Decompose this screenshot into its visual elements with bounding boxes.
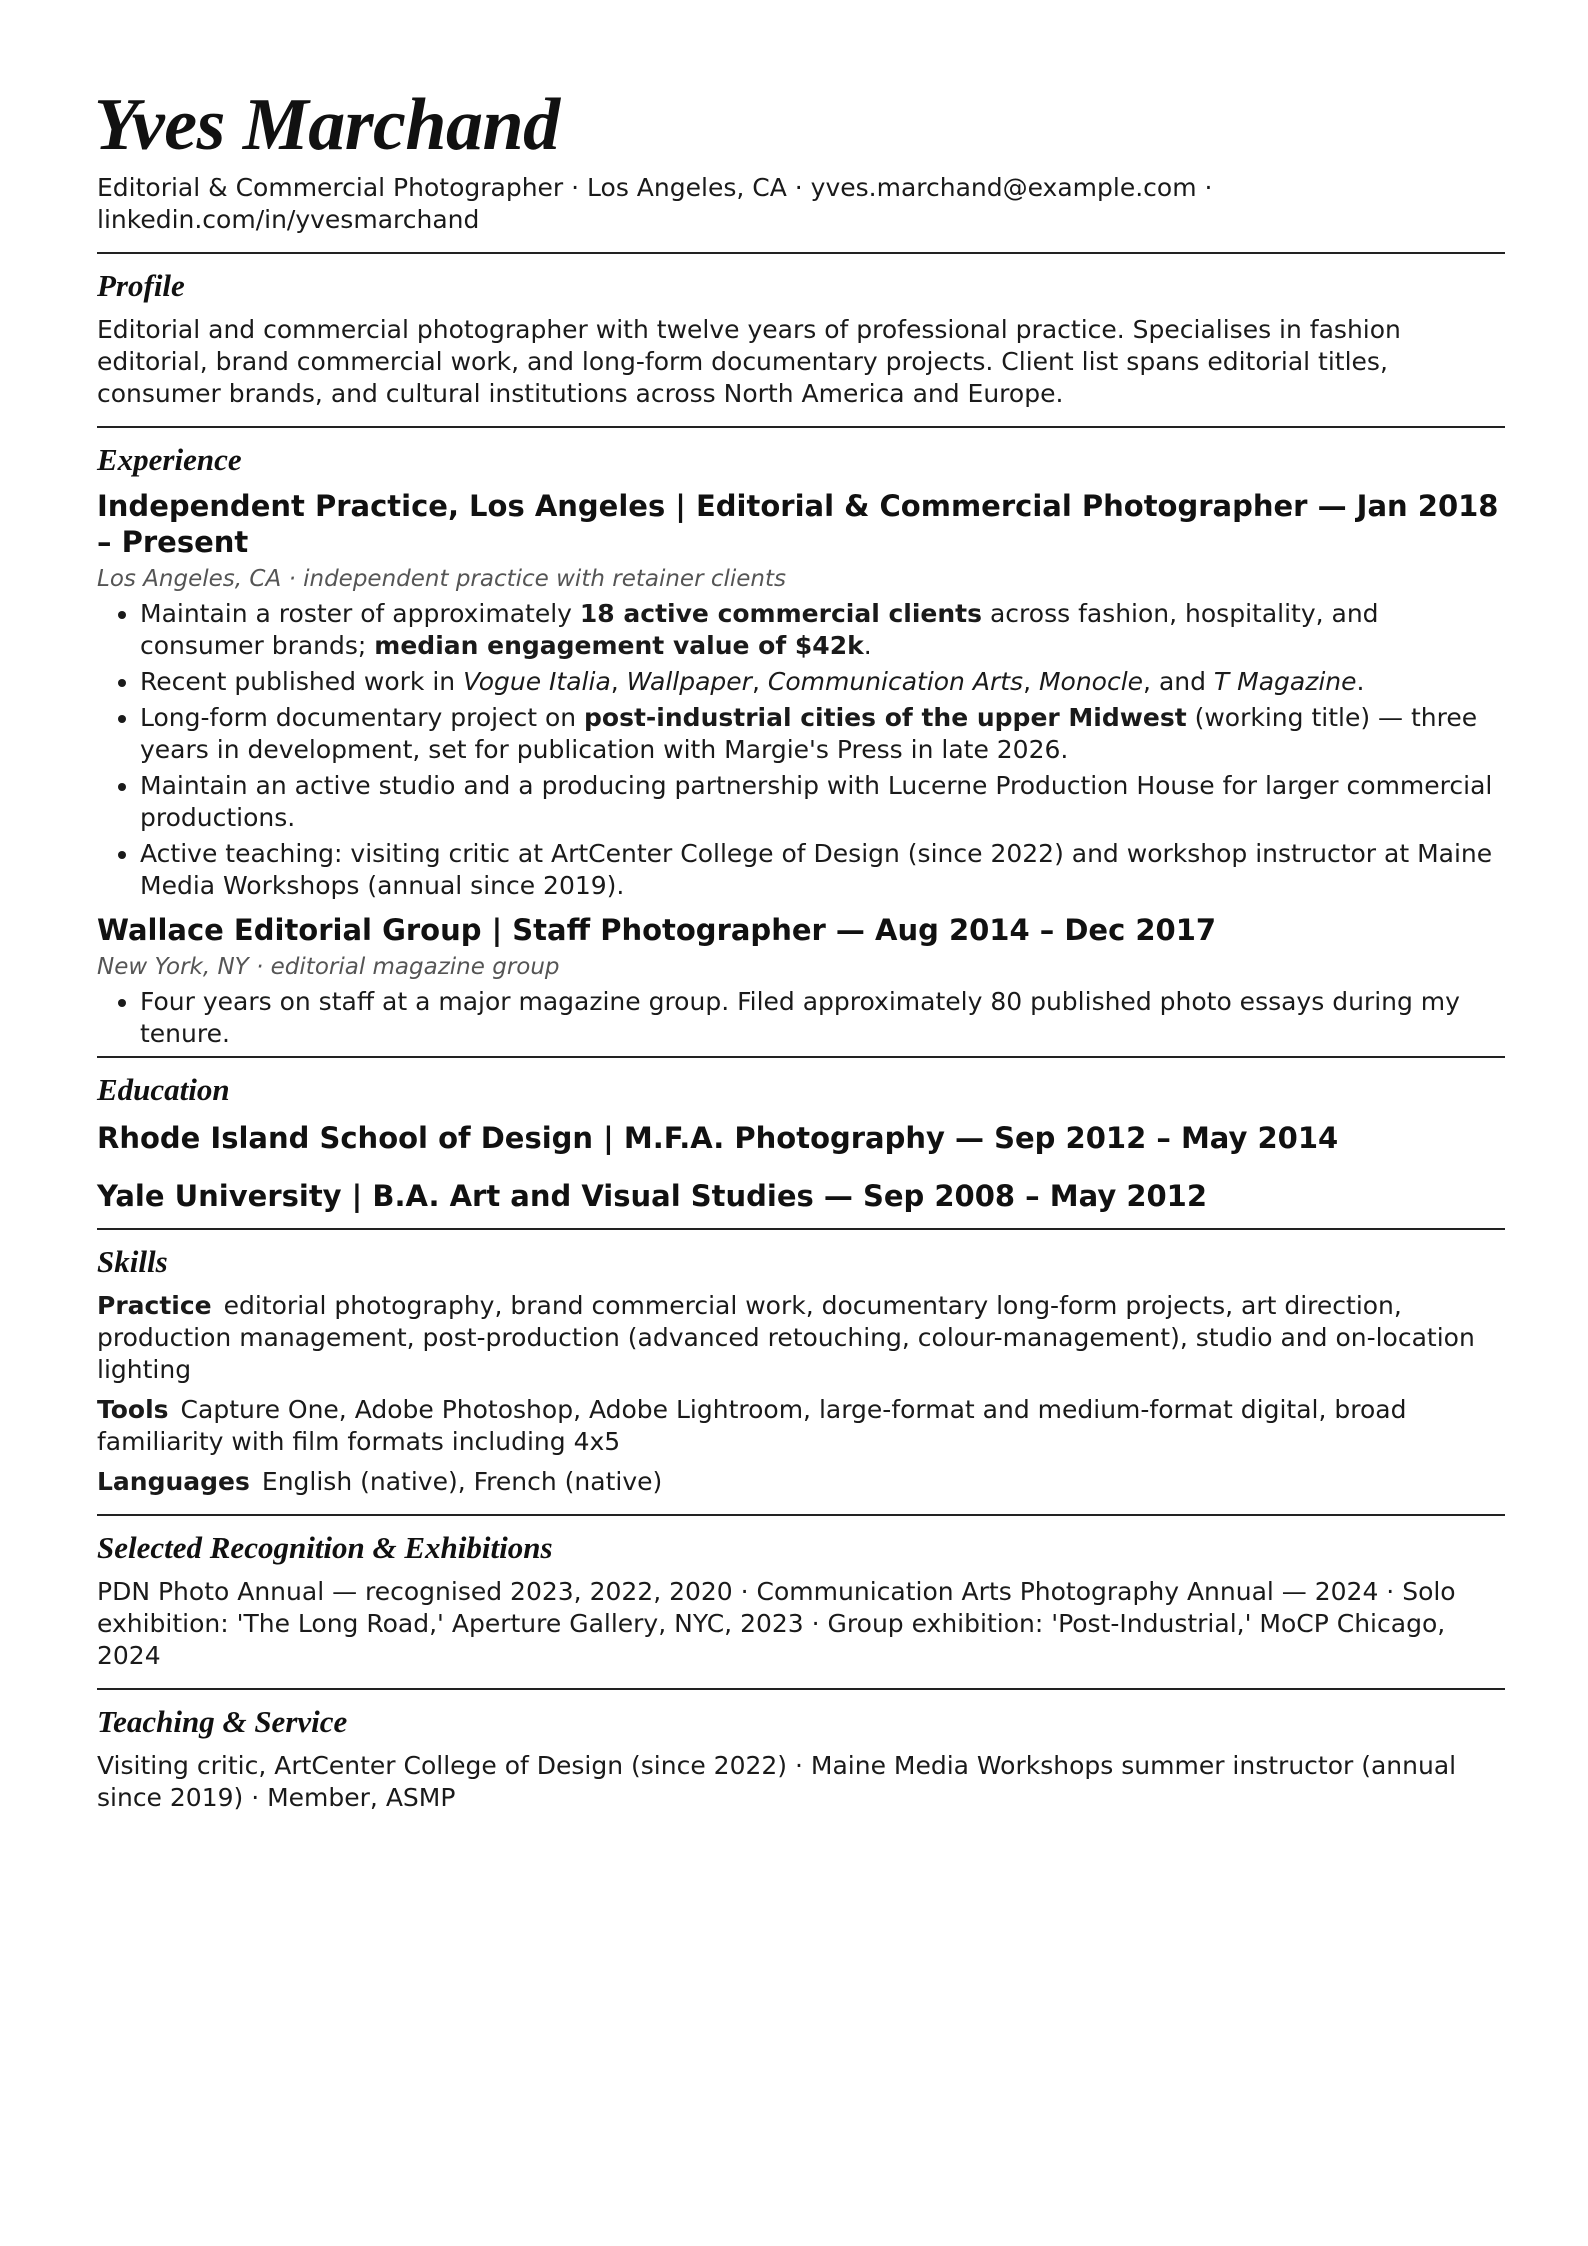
bullet-text: . xyxy=(1356,667,1365,696)
bullet-text: , xyxy=(1023,667,1039,696)
bullet-emphasis: post-industrial cities of the upper Midwest xyxy=(584,703,1187,732)
section-divider xyxy=(97,1688,1505,1690)
bullet-text: across fashion, hospitality, and consumer brands; xyxy=(140,599,1379,660)
job-bullets xyxy=(97,986,1505,1050)
skill-label: Languages xyxy=(97,1467,250,1496)
job-heading: Wallace Editorial Group | Staff Photographer — Aug 2014 – Dec 2017 xyxy=(97,913,1217,947)
resume-page xyxy=(94,84,1505,1814)
section-divider xyxy=(97,1228,1505,1230)
list-item: • Maintain an active studio and a producing partnership with Lucerne Production House for larger commercial productions. xyxy=(140,770,1505,834)
skill-text: Capture One, Adobe Photoshop, Adobe Lightroom, large-format and medium-format digital, broad familiarity with film formats including 4x5 xyxy=(97,1395,1407,1456)
skill-row-languages xyxy=(97,1466,1505,1498)
skill-text: English (native), French (native) xyxy=(261,1467,663,1496)
bullet-emphasis: 18 active commercial clients xyxy=(579,599,983,628)
education-item: Yale University | B.A. Art and Visual Studies — Sep 2008 – May 2012 xyxy=(97,1179,1208,1213)
skill-row-practice xyxy=(97,1290,1505,1386)
bullet-emphasis: median engagement value of $42k xyxy=(374,631,864,660)
bullet-text: . xyxy=(863,631,872,660)
bullet-text: , xyxy=(610,667,627,696)
contact-line: Editorial & Commercial Photographer · Los Angeles, CA · yves.marchand@example.com · linkedin.com/in/yvesmarchand xyxy=(97,173,1213,234)
publication-title: Wallpaper xyxy=(626,667,752,696)
bullet-text: Recent published work in xyxy=(140,667,464,696)
bullet-text: (working title) — three years in development, set for publication with Margie's Press in late 2026. xyxy=(140,703,1478,764)
section-divider xyxy=(97,1056,1505,1058)
job-heading: Independent Practice, Los Angeles | Editorial & Commercial Photographer — Jan 2018 – Present xyxy=(97,489,1499,559)
education-item: Rhode Island School of Design | M.F.A. Photography — Sep 2012 – May 2014 xyxy=(97,1121,1339,1155)
skill-label: Tools xyxy=(97,1395,169,1424)
section-divider xyxy=(97,426,1505,428)
publication-title: Communication Arts xyxy=(767,667,1024,696)
publication-title: T Magazine xyxy=(1213,667,1357,696)
section-title-education: Education xyxy=(97,1072,230,1107)
skill-label: Practice xyxy=(97,1291,212,1320)
section-title-profile: Profile xyxy=(97,268,185,303)
teaching-text: Visiting critic, ArtCenter College of Design (since 2022) · Maine Media Workshops summer instructor (annual since 2019) · Member, ASMP xyxy=(97,1751,1457,1812)
bullet-text: , xyxy=(751,667,768,696)
section-title-experience: Experience xyxy=(97,442,242,477)
list-item: • Four years on staff at a major magazine group. Filed approximately 80 published photo essays during my tenure. xyxy=(140,986,1505,1050)
job-bullets xyxy=(97,598,1505,902)
section-title-recognition: Selected Recognition & Exhibitions xyxy=(97,1530,553,1565)
publication-title: Vogue Italia xyxy=(463,667,611,696)
profile-text: Editorial and commercial photographer with twelve years of professional practice. Specialises in fashion editorial, brand commercial work, and long-form documentary projects. Client list spans editorial titles, consumer brands, and cultural institutions across North America and Europe. xyxy=(97,315,1401,408)
section-divider xyxy=(97,1514,1505,1516)
skill-row-tools xyxy=(97,1394,1505,1458)
recognition-text: PDN Photo Annual — recognised 2023, 2022, 2020 · Communication Arts Photography Annual — 2024 · Solo exhibition: 'The Long Road,' Aperture Gallery, NYC, 2023 · Group exhibition: 'Post-Industrial,' MoCP Chicago, 2024 xyxy=(97,1577,1456,1670)
bullet-text: Long-form documentary project on xyxy=(140,703,585,732)
skill-text: editorial photography, brand commercial work, documentary long-form projects, art direction, production management, post-production (advanced retouching, colour-management), studio and on-location lighting xyxy=(97,1291,1475,1384)
candidate-name: Yves Marchand xyxy=(94,84,560,166)
bullet-text: Maintain a roster of approximately xyxy=(140,599,580,628)
list-item xyxy=(140,702,1505,766)
section-title-teaching: Teaching & Service xyxy=(97,1704,348,1739)
publication-title: Monocle xyxy=(1038,667,1144,696)
job-subtitle: Los Angeles, CA · independent practice with retainer clients xyxy=(97,566,786,592)
section-divider xyxy=(97,252,1505,254)
list-item xyxy=(140,666,1505,698)
bullet-text: , and xyxy=(1143,667,1214,696)
list-item: • Active teaching: visiting critic at ArtCenter College of Design (since 2022) and workshop instructor at Maine Media Workshops (annual since 2019). xyxy=(140,838,1505,902)
job-subtitle: New York, NY · editorial magazine group xyxy=(97,954,560,980)
section-title-skills: Skills xyxy=(97,1244,168,1279)
list-item xyxy=(140,598,1505,662)
